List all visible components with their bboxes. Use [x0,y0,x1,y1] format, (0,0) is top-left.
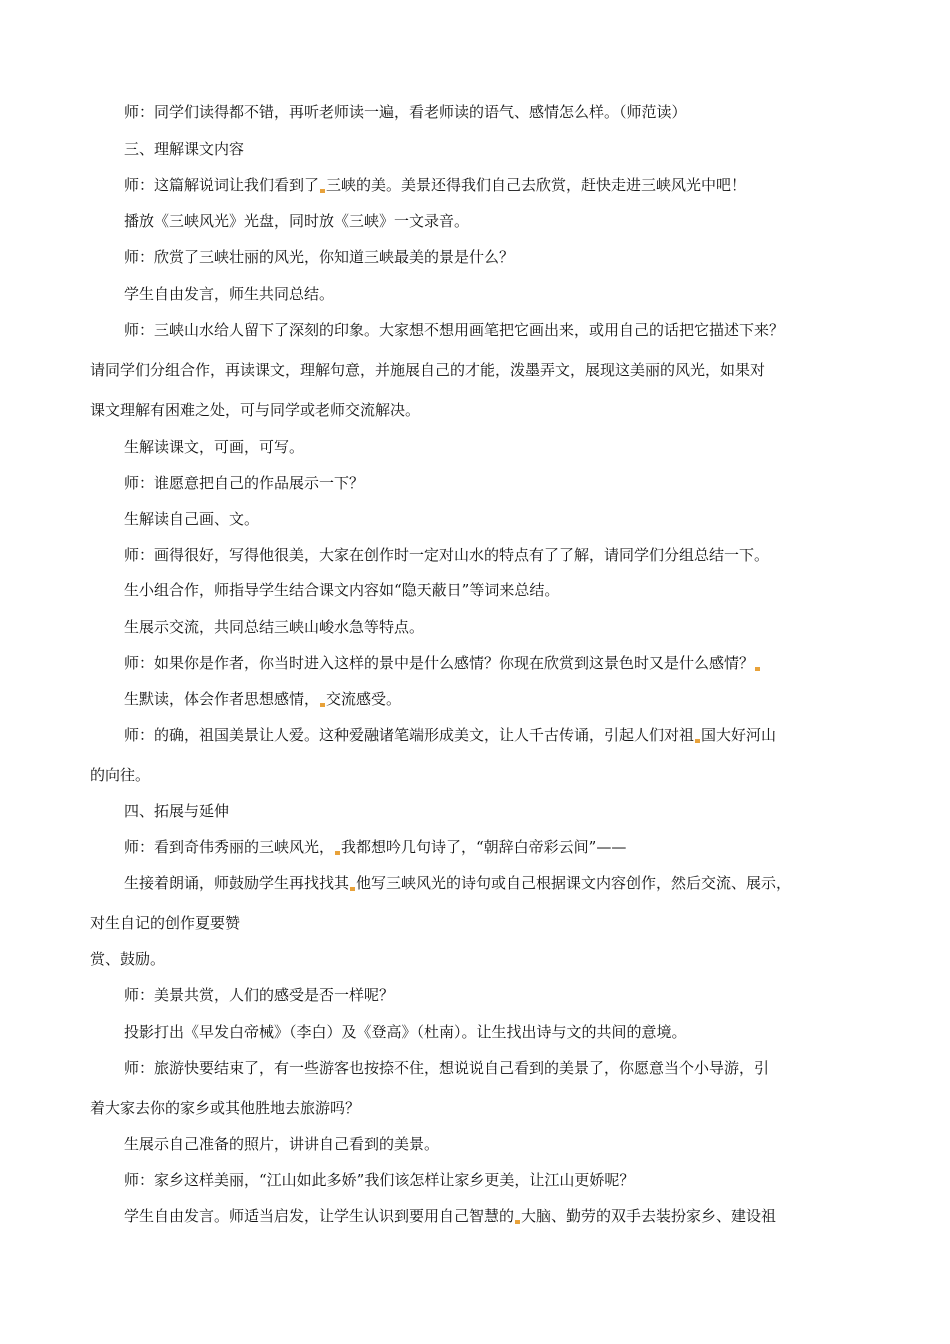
text-segment: 学生自由发言。师适当启发，让学生认识到要用自己智慧的 [124,1207,515,1225]
paragraph-project-poems: 投影打出《早发白帝械》（李白）及《登高》（杜南）。让生找出诗与文的共间的意境。 [124,1023,687,1041]
paragraph-beauty-of-three-gorges [124,175,746,195]
paragraph-love-of-motherland-cont: 的向往。 [90,766,151,784]
paragraph-shared-feelings: 师：美景共赏，人们的感受是否一样呢？ [124,986,395,1004]
paragraph-read-draw-write: 生解读课文，可画，可写。 [124,438,305,456]
paragraph-draw-or-describe: 师：三峡山水给人留下了深刻的印象。大家想不想用画笔把它画出来，或用自己的话把它描述下来？ [124,321,785,339]
section-heading-understand-text: 三、理解课文内容 [124,140,245,158]
paragraph-recite-poem [124,837,626,857]
paragraph-teacher-reads: 师：同学们读得都不错，再听老师读一遍，看老师读的语气、感情怎么样。（师范读） [124,103,687,121]
revision-mark [320,703,325,707]
text-segment: 师：如果你是作者，你当时进入这样的景中是什么感情？你现在欣赏到这景色时又是什么感情？ [124,654,755,672]
text-segment: 我都想吟几句诗了，“朝辞白帝彩云间”—— [341,838,627,856]
paragraph-if-you-were-author [124,653,761,673]
paragraph-little-guide: 师：旅游快要结束了，有一些游客也按捺不住，想说说自己看到的美景了，你愿意当个小导游，引 [124,1059,770,1077]
text-segment: 大脑、勤劳的双手去装扮家乡、建设祖 [521,1207,777,1225]
paragraph-show-work: 师：谁愿意把自己的作品展示一下？ [124,474,365,492]
text-segment: 国大好河山 [701,726,777,744]
paragraph-silent-reading [124,689,401,709]
text-segment: 师：看到奇伟秀丽的三峡风光， [124,838,335,856]
text-segment: 生默读，体会作者思想感情， [124,690,320,708]
paragraph-free-speech-wisdom [124,1206,776,1226]
revision-mark [755,667,760,671]
text-segment: 师：这篇解说词让我们看到了 [124,176,320,194]
section-heading-extension: 四、拓展与延伸 [124,802,230,820]
revision-mark [320,189,325,193]
paragraph-group-cooperation: 生小组合作，师指导学生结合课文内容如“隐天蔽日”等词来总结。 [124,581,560,599]
paragraph-draw-or-describe-cont2: 课文理解有困难之处，可与同学或老师交流解决。 [90,401,421,419]
text-segment: 交流感受。 [326,690,402,708]
text-segment: 生接着朗诵，师鼓励学生再找找其 [124,874,350,892]
revision-mark [515,1220,520,1224]
paragraph-group-summary: 师：画得很好，写得他很美，大家在创作时一定对山水的特点有了了解，请同学们分组总结一下。 [124,546,770,564]
paragraph-beautiful-hometown: 师：家乡这样美丽，“江山如此多娇”我们该怎样让家乡更美，让江山更娇呢？ [124,1171,635,1189]
paragraph-draw-or-describe-cont1: 请同学们分组合作，再读课文，理解句意，并施展自己的才能，泼墨弄文，展现这美丽的风光，如果对 [90,361,766,379]
revision-mark [695,739,700,743]
text-segment: 师：的确，祖国美景让人爱。这种爱融诸笔端形成美文，让人千古传诵，引起人们对祖 [124,726,695,744]
text-segment: 他写三峡风光的诗句或自己根据课文内容创作，然后交流、展示， [356,874,792,892]
text-segment: 三峡的美。美景还得我们自己去欣赏，赶快走进三峡风光中吧！ [326,176,747,194]
paragraph-find-more-poems-cont1: 对生自记的创作夏要赞 [90,914,241,932]
paragraph-show-photos: 生展示自己准备的照片，讲讲自己看到的美景。 [124,1135,440,1153]
paragraph-question-best-scenery: 师：欣赏了三峡壮丽的风光，你知道三峡最美的景是什么？ [124,248,515,266]
paragraph-show-exchange: 生展示交流，共同总结三峡山峻水急等特点。 [124,618,425,636]
paragraph-find-more-poems-cont2: 赏、鼓励。 [90,950,166,968]
paragraph-interpret-own-work: 生解读自己画、文。 [124,510,260,528]
paragraph-play-disc: 播放《三峡风光》光盘，同时放《三峡》一文录音。 [124,212,470,230]
paragraph-little-guide-cont: 着大家去你的家乡或其他胜地去旅游吗？ [90,1099,361,1117]
paragraph-love-of-motherland [124,725,776,745]
revision-mark [350,887,355,891]
paragraph-free-speech: 学生自由发言，师生共同总结。 [124,285,335,303]
paragraph-find-more-poems [124,873,791,893]
revision-mark [335,851,340,855]
